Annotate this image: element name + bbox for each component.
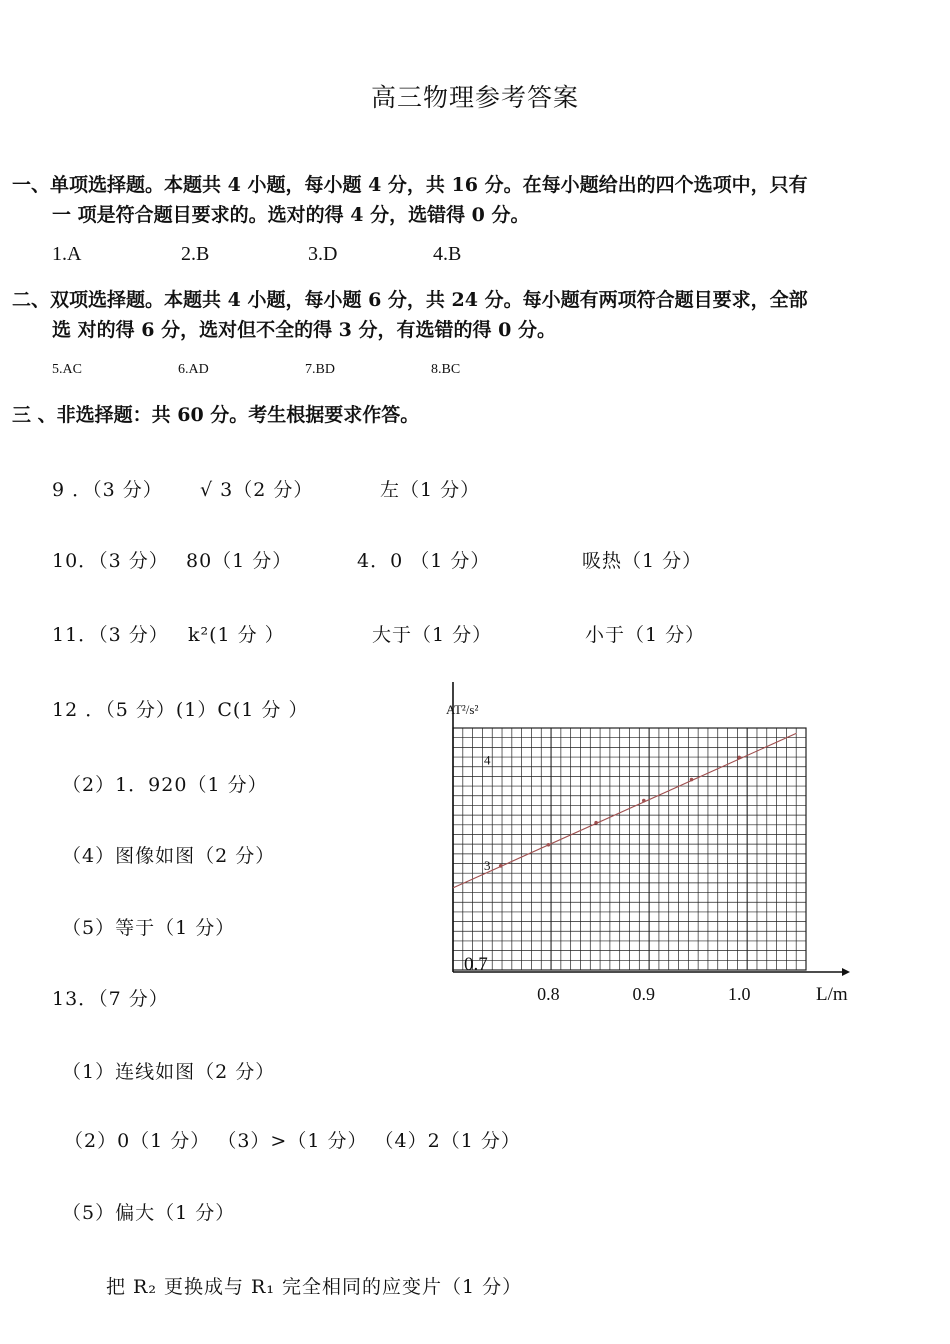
q13-part5: （5）偏大（1 分）	[62, 1202, 236, 1224]
section2-heading-cont: 选 对的得 6 分，选对但不全的得 3 分，有选错的得 0 分。	[52, 319, 556, 341]
q12-part2: （2）1．920（1 分）	[62, 774, 268, 796]
q13-part1: （1）连线如图（2 分）	[62, 1061, 276, 1083]
q10-label: 10．（3 分）	[52, 550, 169, 572]
data-point	[642, 799, 646, 803]
origin-label: 0.7	[464, 954, 488, 975]
data-point	[690, 778, 694, 782]
answer-6: 6.AD	[178, 362, 209, 377]
q10-part3: 吸热（1 分）	[582, 550, 703, 572]
answer-7: 7.BD	[305, 362, 335, 377]
chart-grid	[453, 728, 806, 970]
answer-5: 5.AC	[52, 362, 82, 377]
y-tick-label: 4	[484, 752, 491, 768]
section3-heading: 三 、非选择题：共 60 分。考生根据要求作答。	[12, 404, 420, 426]
answer-8: 8.BC	[431, 362, 461, 377]
q10-part1: 80（1 分）	[186, 550, 293, 572]
q11-part3: 小于（1 分）	[585, 624, 706, 646]
answer-1: 1.A	[52, 243, 82, 265]
section1-heading-cont: 一 项是符合题目要求的。选对的得 4 分，选错得 0 分。	[52, 204, 530, 226]
x-axis-arrow	[842, 968, 850, 976]
q13-part234: （2）0（1 分） （3）>（1 分） （4）2（1 分）	[64, 1130, 521, 1152]
x-axis-label: L/m	[816, 984, 848, 1005]
answer-2: 2.B	[181, 243, 210, 265]
y-tick-label: 3	[484, 857, 491, 873]
q9-part2: 左（1 分）	[380, 479, 481, 501]
q12-part4: （4）图像如图（2 分）	[62, 845, 276, 867]
q9-part1: √ 3（2 分）	[200, 479, 314, 501]
q13-part6: 把 R₂ 更换成与 R₁ 完全相同的应变片（1 分）	[106, 1276, 523, 1298]
answer-3: 3.D	[308, 243, 338, 265]
x-tick-label: 0.8	[537, 984, 560, 1004]
q12-part5: （5）等于（1 分）	[62, 917, 236, 939]
q11-label: 11．（3 分）	[52, 624, 169, 646]
q11-part2: 大于（1 分）	[372, 624, 493, 646]
q12-head: 12 ．（5 分）(1）C(1 分 ）	[52, 699, 309, 721]
data-point	[499, 864, 503, 868]
q10-part2: 4．0 （1 分）	[357, 550, 491, 572]
x-tick-label: 1.0	[727, 984, 751, 1004]
y-axis-label: AT²/s²	[446, 702, 479, 717]
graph-chart	[430, 680, 860, 1010]
section1-heading: 一、单项选择题。本题共 4 小题，每小题 4 分，共 16 分。在每小题给出的四个选项中，只有	[12, 174, 808, 196]
q11-part1: k²(1 分 ）	[188, 624, 285, 646]
q9-label: 9 ．（3 分）	[52, 479, 163, 501]
data-point	[547, 843, 551, 847]
section2-heading: 二、双项选择题。本题共 4 小题，每小题 6 分，共 24 分。每小题有两项符合题目要求，全部	[12, 289, 808, 311]
x-tick-label: 0.9	[632, 984, 656, 1004]
q13-head: 13．（7 分）	[52, 988, 169, 1010]
page-title: 高三物理参考答案	[370, 83, 579, 112]
data-point	[594, 821, 598, 825]
answer-4: 4.B	[433, 243, 462, 265]
data-point	[737, 756, 741, 760]
